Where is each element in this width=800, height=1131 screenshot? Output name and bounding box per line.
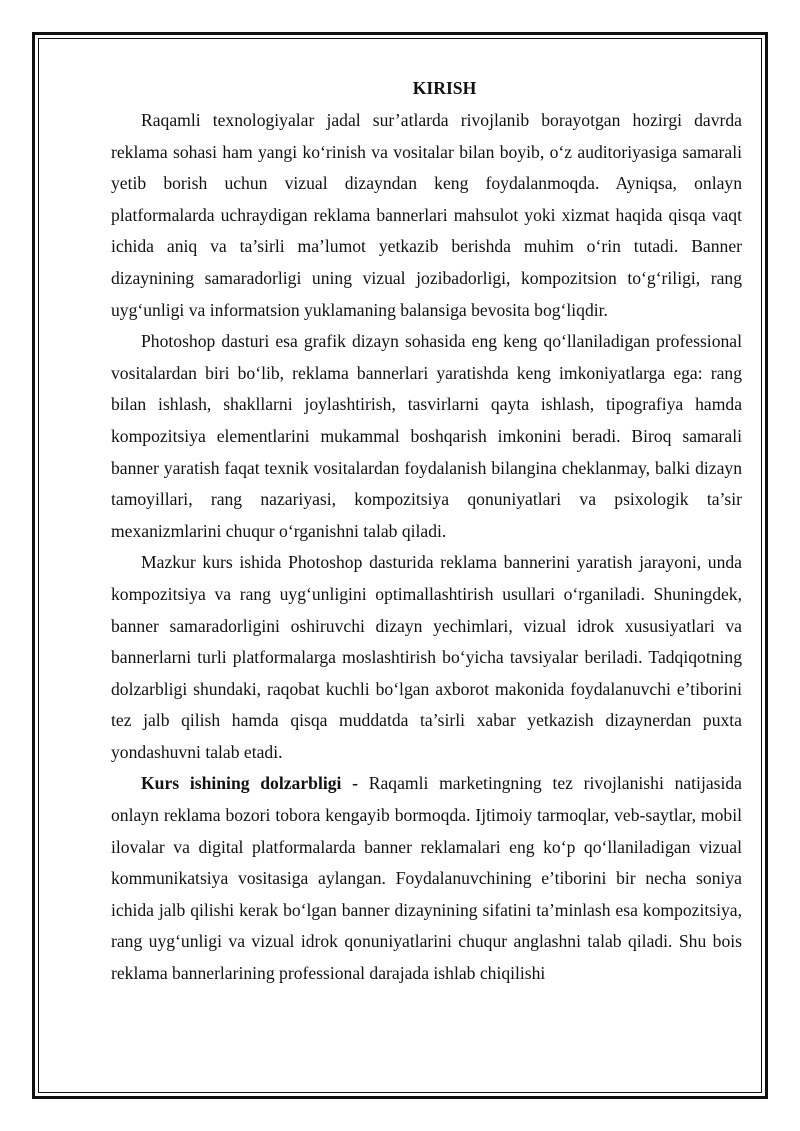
document-page (111, 76, 742, 990)
paragraph-relevance (111, 768, 742, 989)
paragraph-lead: Kurs ishining dolzarbligi - (141, 773, 358, 794)
paragraph-intro (111, 105, 742, 326)
paragraph-text: Mazkur kurs ishida Photoshop dasturida reklama bannerini yaratish jarayoni, unda kompozitsiya va rang uyg‘unligini optimallashtirish usullari o‘rganiladi. Shuningdek, banner samaradorligini oshiruvchi dizayn yechimlari, vizual idrok xususiyatlari va bannerlarni turli platformalarga moslashtirish bo‘yicha tavsiyalar beriladi. Tadqiqotning dolzarbligi shundaki, raqobat kuchli bo‘lgan axborot makonida foydalanuvchi e’tiborini tez jalb qilish hamda qisqa muddatda ta’sirli xabar yetkazish dizaynerdan puxta yondashuvni talab etadi. (111, 552, 742, 762)
section-title: KIRISH (412, 78, 477, 98)
paragraph-photoshop (111, 326, 742, 547)
paragraph-text: Raqamli texnologiyalar jadal sur’atlarda rivojlanib borayotgan hozirgi davrda reklama sohasi ham yangi ko‘rinish va vositalar bilan boyib, o‘z auditoriyasiga samarali yetib borish uchun vizual dizayndan keng foydalanmoqda. Ayniqsa, onlayn platformalarda uchraydigan reklama bannerlari mahsulot yoki xizmat haqida qisqa vaqt ichida aniq va ta’sirli ma’lumot yetkazib berishda muhim o‘rin tutadi. Banner dizaynining samaradorligi uning vizual jozibadorligi, kompozitsion to‘g‘riligi, rang uyg‘unligi va informatsion yuklamaning balansiga bevosita bog‘liqdir. (111, 110, 742, 320)
paragraph-course-scope (111, 547, 742, 768)
paragraph-text: Photoshop dasturi esa grafik dizayn sohasida eng keng qo‘llaniladigan professional vositalardan biri bo‘lib, reklama bannerlari yaratishda keng imkoniyatlarga ega: rang bilan ishlash, shakllarni joylashtirish, tasvirlarni qayta ishlash, tipografiya hamda kompozitsiya elementlarini mukammal boshqarish imkonini beradi. Biroq samarali banner yaratish faqat texnik vositalardan foydalanish bilangina cheklanmay, balki dizayn tamoyillari, rang nazariyasi, kompozitsiya qonuniyatlari va psixologik ta’sir mexanizmlarini chuqur o‘rganishni talab qiladi. (111, 331, 742, 541)
paragraph-text: Raqamli marketingning tez rivojlanishi natijasida onlayn reklama bozori tobora kengayib bormoqda. Ijtimoiy tarmoqlar, veb-saytlar, mobil ilovalar va digital platformalarda banner reklamalari eng ko‘p qo‘llaniladigan vizual kommunikatsiya vositasiga aylangan. Foydalanuvchining e’tiborini bir necha soniya ichida jalb qilishi kerak bo‘lgan banner dizaynining sifatini ta’minlash esa kompozitsiya, rang uyg‘unligi va vizual idrok qonuniyatlarini chuqur anglashni talab qiladi. Shu bois reklama bannerlarining professional darajada ishlab chiqilishi (111, 773, 742, 984)
